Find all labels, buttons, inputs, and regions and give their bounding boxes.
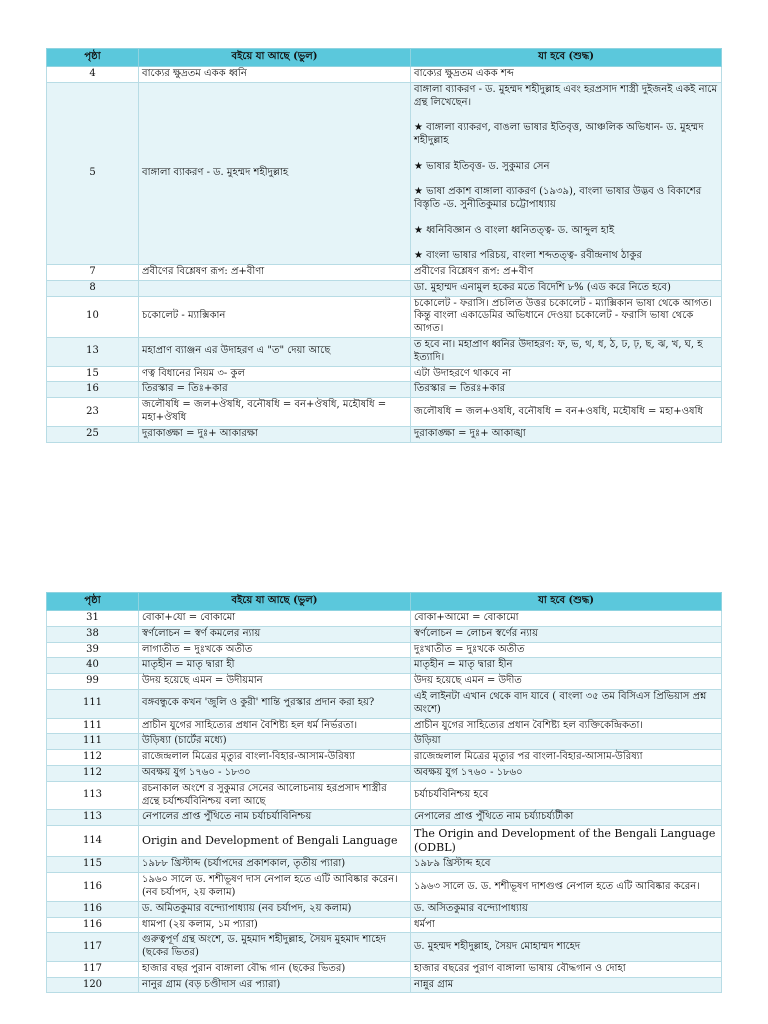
- correct-text-cell: নান্নুর গ্রাম: [411, 977, 722, 993]
- correct-text-cell: ড. অসিতকুমার বন্দ্যোপাধ্যায়: [411, 901, 722, 917]
- page-cell: 16: [47, 382, 139, 398]
- page-cell: 10: [47, 296, 139, 337]
- correct-text-cell: নেপালের প্রাপ্ত পুঁথিতে নাম চর্য্যাচর্য্যটীকা: [411, 810, 722, 826]
- page-cell: 38: [47, 626, 139, 642]
- correct-text-cell: প্রাচীন যুগের সাহিত্যের প্রধান বৈশিষ্ট্য হল ব্যক্তিকেন্দ্রিকতা।: [411, 718, 722, 734]
- page-cell: 116: [47, 873, 139, 902]
- page-cell: 111: [47, 718, 139, 734]
- table-row: [47, 82, 722, 264]
- header-wrong: বইয়ে যা আছে (ভুল): [139, 593, 411, 611]
- table-row: [47, 977, 722, 993]
- table-row: [47, 901, 722, 917]
- correct-text-cell: এটা উদাহরণে থাকবে না: [411, 366, 722, 382]
- wrong-text-cell: বাঙ্গালা ব্যাকরণ - ড. মুহম্মদ শহীদুল্লাহ: [139, 82, 411, 264]
- page-cell: 39: [47, 642, 139, 658]
- table-row: [47, 734, 722, 750]
- page-cell: 115: [47, 857, 139, 873]
- table-row: [47, 658, 722, 674]
- table-row: [47, 280, 722, 296]
- table-row: [47, 810, 722, 826]
- wrong-text-cell: Origin and Development of Bengali Language: [139, 826, 411, 857]
- wrong-text-cell: নানুর গ্রাম (বড় চণ্ডীদাস এর প্যারা): [139, 977, 411, 993]
- wrong-text-cell: চকোলেট - ম্যাক্সিকান: [139, 296, 411, 337]
- table-row: [47, 264, 722, 280]
- correct-text-cell: স্বর্ণলোচন = লোচন স্বর্ণের ন্যায়: [411, 626, 722, 642]
- table-row: [47, 917, 722, 933]
- header-right: যা হবে (শুদ্ধ): [411, 49, 722, 67]
- wrong-text-cell: ১৯৮৮ খ্রিস্টাব্দ (চর্যাপদের প্রকাশকাল, তৃতীয় প্যারা): [139, 857, 411, 873]
- correct-text-cell: অবক্ষয় যুগ ১৭৬০ - ১৮৬০: [411, 765, 722, 781]
- page-cell: 15: [47, 366, 139, 382]
- correct-text-cell: হাজার বছরের পুরাণ বাঙ্গালা ভাষায় বৌদ্ধগান ও দোহা: [411, 961, 722, 977]
- wrong-text-cell: রচনাকাল অংশে র সুকুমার সেনের আলোচনায় হরপ্রসাদ শাস্ত্রীর গ্রন্থে চর্যাশ্চর্যবিনিশ্চয় বলা আছে: [139, 781, 411, 810]
- correct-text-cell: The Origin and Development of the Bengali Language (ODBL): [411, 826, 722, 857]
- correct-text-cell: উদয় হয়েছে এমন = উদীত: [411, 674, 722, 690]
- correct-text-cell: দুরাকাঙ্ক্ষা = দুঃ+ আকাঙ্খা: [411, 426, 722, 442]
- correct-text-cell: তিরস্কার = তিরঃ+কার: [411, 382, 722, 398]
- header-page: পৃষ্ঠা: [47, 593, 139, 611]
- page-cell: 113: [47, 781, 139, 810]
- wrong-text-cell: বাক্যের ক্ষুদ্রতম একক ধ্বনি: [139, 67, 411, 83]
- wrong-text-cell: দুরাকাঙ্ক্ষা = দুঃ+ আকারক্ষা: [139, 426, 411, 442]
- page-cell: 23: [47, 398, 139, 427]
- correct-text-cell: ১৯৮৯ খ্রিস্টাব্দ হবে: [411, 857, 722, 873]
- correct-text-cell: মাতৃহীন = মাতৃ দ্বারা হীন: [411, 658, 722, 674]
- page-cell: 99: [47, 674, 139, 690]
- table-row: [47, 826, 722, 857]
- correct-text-cell: রাজেন্দ্রলাল মিত্রের মৃত্যুর পর বাংলা-বিহার-আসাম-উরিষ্যা: [411, 750, 722, 766]
- correct-text-cell: এই লাইনটা এখান থেকে বাদ যাবে ( বাংলা ৩৫ তম বিসিএস প্রিভিয়াস প্রশ্ন অংশে): [411, 689, 722, 718]
- table-row: [47, 765, 722, 781]
- wrong-text-cell: উড়িষ্যা (চার্টের মধ্যে): [139, 734, 411, 750]
- page-cell: 117: [47, 933, 139, 962]
- wrong-text-cell: গুরুত্বপূর্ণ গ্রন্থ অংশে, ড. মুহমাদ শহীদুল্লাহ, সৈয়দ মুহমাদ শাহেদ (ছকের ভিতর): [139, 933, 411, 962]
- wrong-text-cell: অবক্ষয় যুগ ১৭৬০ - ১৮৩০: [139, 765, 411, 781]
- wrong-text-cell: জলৌষধি = জল+ঔষধি, বনৌষধি = বন+ঔষধি, মহৌষধি = মহা+ঔষধি: [139, 398, 411, 427]
- table-row: [47, 296, 722, 337]
- page-cell: 5: [47, 82, 139, 264]
- page-cell: 25: [47, 426, 139, 442]
- wrong-text-cell: উদয় হয়েছে এমন = উদীয়মান: [139, 674, 411, 690]
- table-row: [47, 67, 722, 83]
- page-cell: 114: [47, 826, 139, 857]
- correct-text-cell: উড়িয়া: [411, 734, 722, 750]
- correct-text-cell: ড. মুহম্মদ শহীদুল্লাহ, সৈয়দ মোহাম্মদ শাহেদ: [411, 933, 722, 962]
- table-header-row: [47, 49, 722, 67]
- table-row: [47, 674, 722, 690]
- table-row: [47, 781, 722, 810]
- correct-text-cell: বোকা+আমো = বোকামো: [411, 611, 722, 627]
- page-cell: 111: [47, 689, 139, 718]
- table-row: [47, 337, 722, 366]
- correct-text-cell: ধর্মপা: [411, 917, 722, 933]
- correct-text-cell: প্রবীণের বিশ্লেষণ রূপ: প্র+বীণ: [411, 264, 722, 280]
- table-row: [47, 933, 722, 962]
- page-cell: 31: [47, 611, 139, 627]
- wrong-text-cell: ধামপা (২য় কলাম, ১ম প্যারা): [139, 917, 411, 933]
- wrong-text-cell: লাগাতীত = দুঃখকে অতীত: [139, 642, 411, 658]
- table-row: [47, 718, 722, 734]
- page-cell: 40: [47, 658, 139, 674]
- errata-table-1: [46, 48, 722, 443]
- wrong-text-cell: ণত্ব বিধানের নিয়ম ৩- কুল: [139, 366, 411, 382]
- wrong-text-cell: হাজার বছর পুরান বাঙ্গালা বৌদ্ধ গান (ছকের ভিতর): [139, 961, 411, 977]
- wrong-text-cell: [139, 280, 411, 296]
- wrong-text-cell: প্রাচীন যুগের সাহিত্যের প্রধান বৈশিষ্ট্য হল ধর্ম নির্ভরতা।: [139, 718, 411, 734]
- page-cell: 113: [47, 810, 139, 826]
- table-row: [47, 689, 722, 718]
- table-row: [47, 626, 722, 642]
- page-cell: 13: [47, 337, 139, 366]
- table-row: [47, 642, 722, 658]
- header-page: পৃষ্ঠা: [47, 49, 139, 67]
- table-row: [47, 961, 722, 977]
- table-row: [47, 857, 722, 873]
- page-cell: 4: [47, 67, 139, 83]
- table-row: [47, 366, 722, 382]
- wrong-text-cell: ড. অমিতকুমার বন্দ্যোপাধ্যায় (নব চর্যাপদ, ২য় কলাম): [139, 901, 411, 917]
- table-row: [47, 750, 722, 766]
- wrong-text-cell: মাতৃহীন = মাতৃ দ্বারা হী: [139, 658, 411, 674]
- correct-text-cell: দুঃখাতীত = দুঃখকে অতীত: [411, 642, 722, 658]
- wrong-text-cell: স্বর্ণলোচন = স্বর্ণ কমলের ন্যায়: [139, 626, 411, 642]
- header-right: যা হবে (শুদ্ধ): [411, 593, 722, 611]
- wrong-text-cell: ১৯৬০ সালে ড. শশীভূষণ দাস নেপাল হতে এটি আবিষ্কার করেন। (নব চর্যাপদ, ২য় কলাম): [139, 873, 411, 902]
- correct-text-cell: ডা. মুহাম্মদ এনামুল হকের মতে বিদেশি ৮% (এড করে নিতে হবে): [411, 280, 722, 296]
- correct-text-cell: জলৌষধি = জল+ওষধি, বনৌষধি = বন+ওষধি, মহৌষধি = মহা+ওষধি: [411, 398, 722, 427]
- table-row: [47, 611, 722, 627]
- page-cell: 112: [47, 765, 139, 781]
- correct-text-cell: বাক্যের ক্ষুদ্রতম একক শব্দ: [411, 67, 722, 83]
- page-cell: 111: [47, 734, 139, 750]
- page-cell: 116: [47, 901, 139, 917]
- page-cell: 120: [47, 977, 139, 993]
- wrong-text-cell: নেপালের প্রাপ্ত পুঁথিতে নাম চর্যাচর্যাবিনিশ্চয়: [139, 810, 411, 826]
- page-cell: 116: [47, 917, 139, 933]
- page-cell: 117: [47, 961, 139, 977]
- correct-text-cell: চর্যাচর্যবিনিশ্চয় হবে: [411, 781, 722, 810]
- table-row: [47, 873, 722, 902]
- table-row: [47, 426, 722, 442]
- page-cell: 112: [47, 750, 139, 766]
- correct-text-cell: ১৯৬৩ সালে ড. ড. শশীভূষণ দাশগুপ্ত নেপাল হতে এটি আবিষ্কার করেন।: [411, 873, 722, 902]
- correct-text-cell: ত হবে না। মহাপ্রাণ ধ্বনির উদাহরণ: ফ, ভ, থ, ধ, ঠ, ঢ, ঢ়, ছ, ঝ, খ, ঘ, হ ইত্যাদি।: [411, 337, 722, 366]
- errata-table-2: [46, 592, 722, 993]
- page-cell: 8: [47, 280, 139, 296]
- wrong-text-cell: তিরস্কার = তিঃ+কার: [139, 382, 411, 398]
- table-header-row: [47, 593, 722, 611]
- page-cell: 7: [47, 264, 139, 280]
- wrong-text-cell: রাজেন্দ্রলাল মিত্রের মৃত্যুর বাংলা-বিহার-আসাম-উরিষ্যা: [139, 750, 411, 766]
- wrong-text-cell: প্রবীণের বিশ্লেষণ রূপ: প্র+বীণা: [139, 264, 411, 280]
- correct-text-cell: বাঙ্গালা ব্যাকরণ - ড. মুহম্মদ শহীদুল্লাহ এবং হরপ্রসাদ শাস্ত্রী দুইজনই একই নামে গ্রন্থ লিখেছেন। ★ বাঙ্গালা ব্যাকরণ, বাঙলা ভাষার ইতিবৃত্ত, আঞ্চলিক অভিধান- ড. মুহম্মদ শহীদুল্লাহ ★ ভাষার ইতিবৃত্ত- ড. সুকুমার সেন ★ ভাষা প্রকাশ বাঙ্গালা ব্যাকরণ (১৯৩৯), বাংলা ভাষার উদ্ভব ও বিকাশের বিস্তৃতি -ড. সুনীতিকুমার চট্টোপাধ্যায় ★ ধ্বনিবিজ্ঞান ও বাংলা ধ্বনিতত্ত্ব- ড. আব্দুল হাই ★ বাংলা ভাষার পরিচয়, বাংলা শব্দতত্ত্ব- রবীন্দ্রনাথ ঠাকুর: [411, 82, 722, 264]
- wrong-text-cell: মহাপ্রাণ ব্যাঞ্জন এর উদাহরণ এ "ত" দেয়া আছে: [139, 337, 411, 366]
- table-row: [47, 398, 722, 427]
- wrong-text-cell: বঙ্গবন্ধুকে কখন 'জুলি ও কুরী' শান্তি পুরস্কার প্রদান করা হয়?: [139, 689, 411, 718]
- correct-text-cell: চকোলেট - ফরাসি। প্রচলিত উত্তর চকোলেট - ম্যাক্সিকান ভাষা থেকে আগত। কিন্তু বাংলা একাডেমির অভিধানে দেওয়া চকোলেট - ফরাসি ভাষা থেকে আগত।: [411, 296, 722, 337]
- header-wrong: বইয়ে যা আছে (ভুল): [139, 49, 411, 67]
- wrong-text-cell: বোকা+যো = বোকামো: [139, 611, 411, 627]
- table-row: [47, 382, 722, 398]
